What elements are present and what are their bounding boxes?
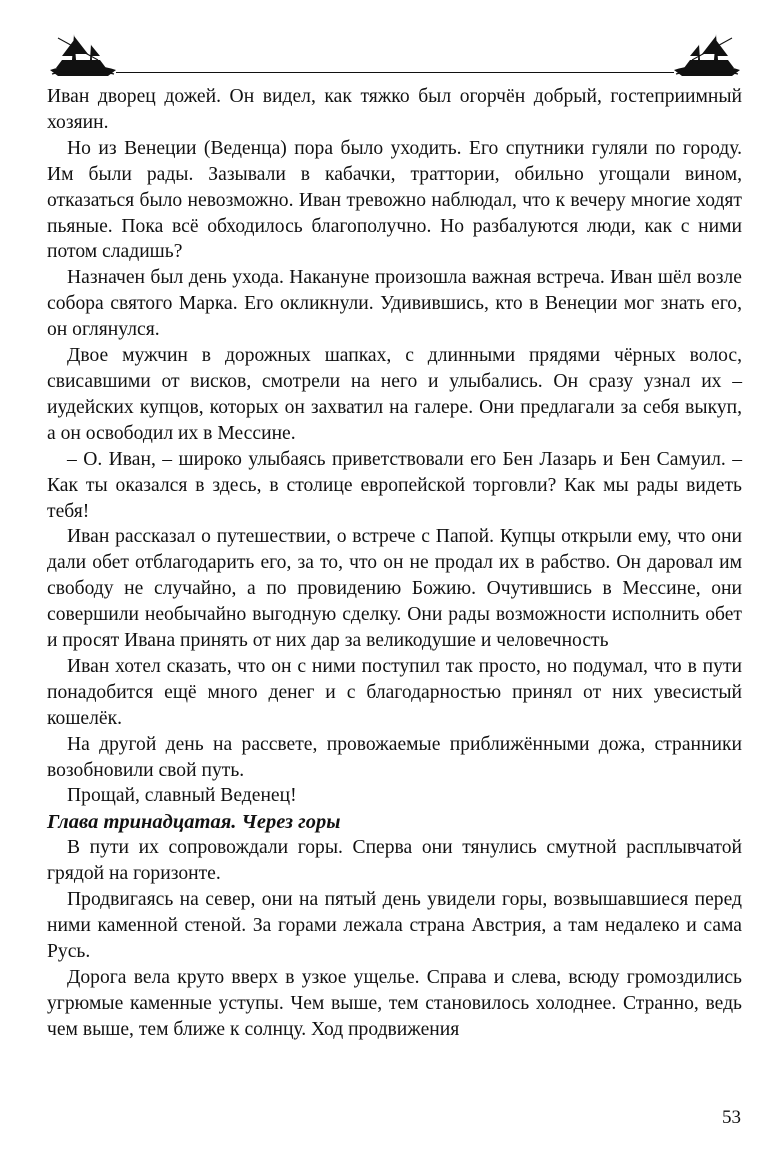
- paragraph: Назначен был день ухода. Накануне произошла важная встреча. Иван шёл возле собора святого Марка. Его окликнули. Удивившись, кто в Венеции мог знать его, он оглянулся.: [47, 267, 742, 341]
- page-body: [47, 84, 742, 1043]
- paragraph: Двое мужчин в дорожных шапках, с длинными прядями чёрных волос, свисавшими от висков, смотрели на него и улыбались. Он сразу узнал их – иудейских купцов, которых он захватил на галере. Они предлагали за себя выкуп, а он освободил их в Мессине.: [47, 345, 742, 444]
- paragraph: На другой день на рассвете, провожаемые приближёнными дожа, странники возобновили свой путь.: [47, 733, 742, 781]
- paragraph: Иван хотел сказать, что он с ними поступил так просто, но подумал, что в пути понадобится ещё много денег и с благодарностью принял от них увесистый кошелёк.: [47, 655, 742, 729]
- header-rule-line: [116, 72, 674, 73]
- chapter-heading: Глава тринадцатая. Через горы: [47, 811, 341, 834]
- paragraph: Иван рассказал о путешествии, о встрече с Папой. Купцы открыли ему, что они дали обет отблагодарить его, за то, что он не продал их в рабство. Он даровал им свободу не случайно, а по провидению Божию. Очутившись в Мессине, они совершили необычайно выгодную сделку. Они рады возможности исполнить обет и просят Ивана принять от них дар за великодушие и человечность: [47, 526, 742, 652]
- paragraph: Прощай, славный Веденец!: [67, 785, 297, 807]
- page-number: 53: [722, 1107, 741, 1128]
- paragraph: Продвигаясь на север, они на пятый день увидели горы, возвышавшиеся перед ними каменной стеной. За горами лежала страна Австрия, а там недалеко и сама Русь.: [47, 889, 742, 962]
- page-header-ornament: [48, 30, 742, 78]
- paragraph: – О. Иван, – широко улыбаясь приветствовали его Бен Лазарь и Бен Самуил. – Как ты оказался в здесь, в столице европейской торговли? Как мы рады видеть тебя!: [47, 448, 742, 522]
- paragraph: В пути их сопровождали горы. Сперва они тянулись смутной расплывчатой грядой на горизонте.: [47, 837, 742, 885]
- ship-icon: [672, 30, 742, 78]
- paragraph: Дорога вела круто вверх в узкое ущелье. Справа и слева, всюду громоздились угрюмые каменные уступы. Чем выше, тем становилось холоднее. Странно, ведь чем выше, тем ближе к солнцу. Ход продвижения: [47, 966, 742, 1040]
- paragraph: Но из Венеции (Веденца) пора было уходить. Его спутники гуляли по городу. Им были рады. Зазывали в кабачки, траттории, обильно угощали вином, отказаться было невозможно. Иван тревожно наблюдал, что к вечеру многие ходят пьяные. Пока всё обходилось благополучно. Но разбалуются люди, как с ними потом сладишь?: [47, 137, 742, 263]
- paragraph: Иван дворец дожей. Он видел, как тяжко был огорчён добрый, гостеприимный хозяин.: [47, 86, 742, 133]
- ship-icon: [48, 30, 118, 78]
